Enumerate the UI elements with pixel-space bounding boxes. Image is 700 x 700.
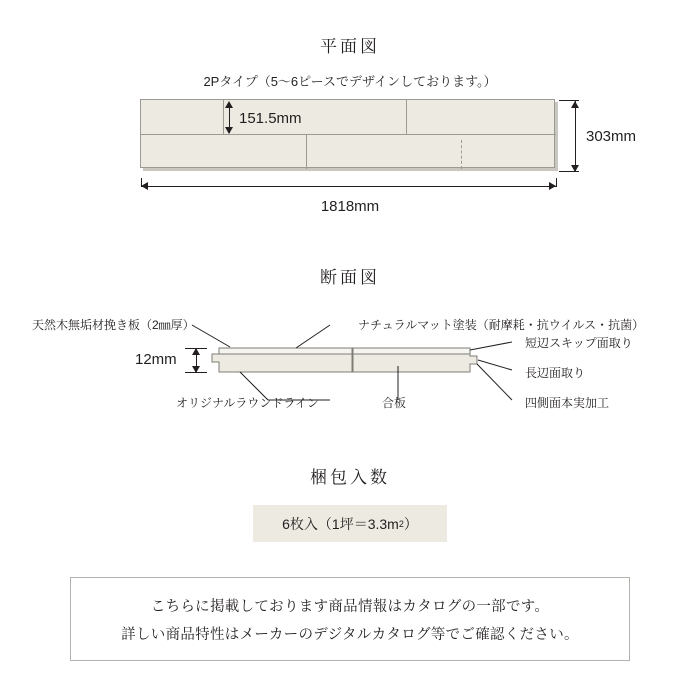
packing-title: 梱包入数 (310, 468, 390, 487)
label-tongue-groove: 四側面本実加工 (525, 396, 610, 410)
plan-height-label: 303mm (586, 128, 637, 145)
label-long-edge: 長辺面取り (525, 366, 586, 380)
plan-height-arrow-down (571, 165, 579, 172)
piece-height-arrow-up (225, 101, 233, 108)
thickness-arrow-down (192, 366, 200, 373)
note-box (70, 577, 630, 661)
plan-view-title: 平面図 (320, 37, 380, 56)
plan-seam (406, 100, 407, 134)
thickness-arrow-up (192, 348, 200, 355)
label-plywood: 合板 (382, 396, 407, 410)
note-line-2: 詳しい商品特性はメーカーのデジタルカタログ等でご確認ください。 (121, 626, 579, 643)
plan-width-dim-line (141, 186, 556, 187)
piece-height-arrow-down (225, 127, 233, 134)
label-short-edge: 短辺スキップ面取り (525, 336, 633, 350)
piece-height-label: 151.5mm (239, 110, 302, 127)
packing-value-main: 6枚入（1坪＝3.3m (282, 515, 399, 532)
label-round-line: オリジナルラウンドライン (176, 396, 320, 410)
plan-width-tick-right (556, 178, 557, 187)
plan-width-label: 1818mm (320, 198, 380, 215)
thickness-label: 12mm (135, 351, 177, 368)
note-line-1: こちらに掲載しております商品情報はカタログの一部です。 (150, 598, 550, 615)
plan-width-arrow-left (141, 182, 148, 190)
plan-board-mid-seam (141, 134, 556, 135)
plan-view-subtitle: 2Pタイプ（5〜6ピースでデザインしております。） (203, 74, 497, 89)
section-view-drawing (0, 300, 700, 440)
plan-seam (306, 135, 307, 169)
plan-width-arrow-right (549, 182, 556, 190)
plan-height-dim-line (575, 101, 576, 172)
plan-seam-dashed (461, 140, 463, 169)
plan-seam (223, 100, 224, 134)
plan-view-drawing (140, 99, 558, 171)
packing-value-tail: ） (403, 515, 418, 532)
label-coating: ナチュラルマット塗装（耐摩耗・抗ウイルス・抗菌） (358, 318, 645, 332)
section-view-title: 断面図 (320, 268, 380, 287)
plan-board (140, 99, 555, 168)
label-veneer: 天然木無垢材挽き板（2㎜厚） (32, 318, 195, 332)
packing-value-superscript: 2 (398, 518, 404, 529)
plan-height-arrow-up (571, 101, 579, 108)
packing-value-box (253, 505, 447, 542)
